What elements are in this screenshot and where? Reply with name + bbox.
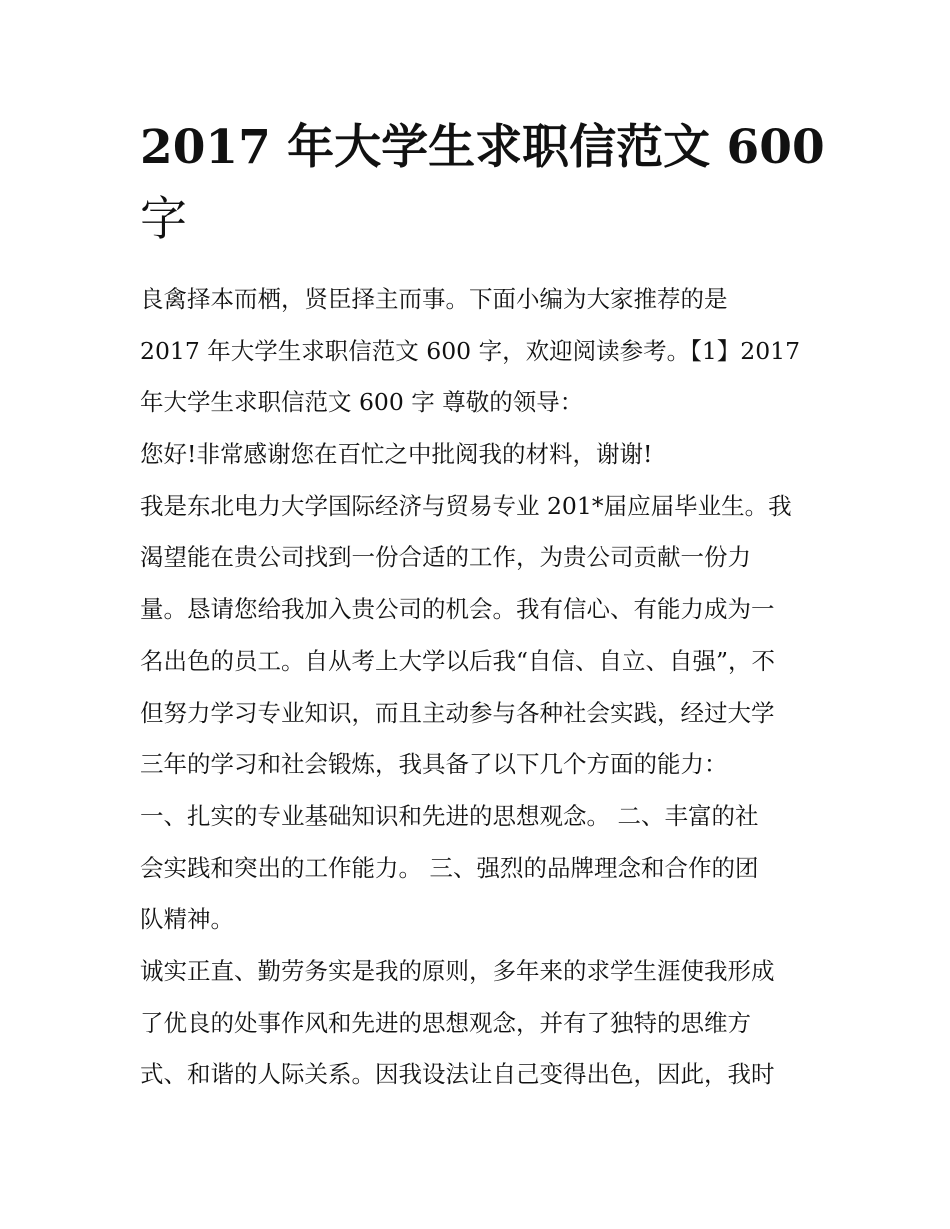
title-line-2: 字: [140, 192, 187, 247]
body-line: 了优良的处事作风和先进的思想观念，并有了独特的思维方: [140, 1008, 751, 1037]
body-line: 但努力学习专业知识，而且主动参与各种社会实践，经过大学: [140, 698, 775, 727]
body-line: 2017 年大学生求职信范文 600 字，欢迎阅读参考。【1】2017: [140, 336, 801, 365]
body-line: 年大学生求职信范文 600 字 尊敬的领导：: [140, 388, 584, 417]
body-line: 队精神。: [140, 905, 234, 934]
body-line: 渴望能在贵公司找到一份合适的工作，为贵公司贡献一份力: [140, 543, 751, 572]
body-line: 良禽择本而栖，贤臣择主而事。下面小编为大家推荐的是: [140, 285, 728, 313]
body-line: 名出色的员工。自从考上大学以后我“自信、自立、自强”，不: [140, 646, 776, 675]
body-line: 您好!非常感谢您在百忙之中批阅我的材料，谢谢!: [140, 440, 653, 469]
title-line-1: 2017 年大学生求职信范文 600: [140, 120, 825, 175]
body-line: 一、扎实的专业基础知识和先进的思想观念。 二、丰富的社: [140, 801, 759, 830]
body-line: 式、和谐的人际关系。因我设法让自己变得出色，因此，我时: [140, 1060, 775, 1089]
document-title: [140, 112, 825, 256]
body-line: 会实践和突出的工作能力。 三、强烈的品牌理念和合作的团: [140, 853, 759, 882]
document-body: [140, 274, 820, 1101]
body-line: 量。恳请您给我加入贵公司的机会。我有信心、有能力成为一: [140, 595, 775, 624]
body-line: 我是东北电力大学国际经济与贸易专业 201*届应届毕业生。我: [140, 491, 792, 520]
body-line: 诚实正直、勤劳务实是我的原则，多年来的求学生涯使我形成: [140, 956, 775, 985]
body-line: 三年的学习和社会锻炼，我具备了以下几个方面的能力：: [140, 750, 728, 779]
